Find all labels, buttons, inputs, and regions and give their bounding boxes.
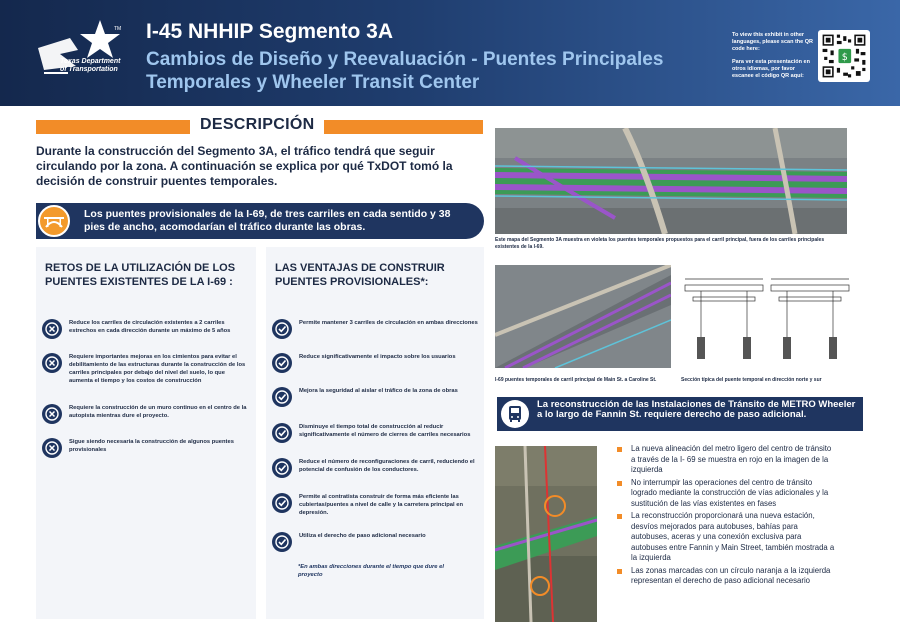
advantages-panel <box>266 247 484 619</box>
check-circle-icon <box>272 423 292 443</box>
advantage-text: Permite al contratista construir de forma más eficiente las cubiertas/puentes a nivel de calle y la carretera principal en depresión. <box>299 494 463 516</box>
qr-code[interactable] <box>818 30 870 82</box>
advantage-text: Reduce significativamente el impacto sobre los usuarios <box>299 354 456 360</box>
challenge-text: Reduce los carriles de circulación existentes a 2 carriles estrechos en cada dirección durante un máximo de 5 años <box>69 320 231 334</box>
list-item: La reconstrucción proporcionará una nueva estación, desvíos mejorados para autobuses, bahías para autobuses, aceras y una conexión exclusiva para autobuses entre Fannin y Main Street, también mostrada a la izquierda <box>614 511 836 564</box>
qr-code-icon <box>821 33 867 79</box>
temporary-bridges-image <box>495 265 671 368</box>
x-circle-icon <box>42 319 62 339</box>
advantages-title: LAS VENTAJAS DE CONSTRUIR PUENTES PROVISIONALES*: <box>275 262 445 288</box>
segment-3a-map <box>495 128 847 234</box>
check-circle-icon <box>272 532 292 552</box>
transit-banner <box>497 397 863 431</box>
page-subtitle: Cambios de Diseño y Reevaluación - Puentes Principales Temporales y Wheeler Transit Center <box>146 49 664 93</box>
page-title: I-45 NHHIP Segmento 3A <box>146 20 394 43</box>
qr-note-es: Para ver esta presentación en otros idiomas, por favor escanee el código QR aquí: <box>732 59 810 79</box>
challenge-text: Requiere la construcción de un muro continuo en el centro de la autopista mientras dure el proyecto. <box>69 405 247 419</box>
bridges-caption: I-69 puentes temporales de carril principal de Main St. a Caroline St. <box>495 377 657 383</box>
advantage-text: Mejora la seguridad al aislar el tráfico de la zona de obras <box>299 388 458 394</box>
advantages-footnote: *En ambas direcciones durante el tiempo que dure el proyecto <box>298 564 444 578</box>
trademark: TM <box>114 26 122 32</box>
wheeler-transit-map <box>495 446 597 622</box>
x-circle-icon <box>42 404 62 424</box>
advantage-text: Permite mantener 3 carriles de circulación en ambas direcciones <box>299 320 478 326</box>
header <box>0 0 900 106</box>
x-circle-icon <box>42 353 62 373</box>
qr-badge: $ <box>841 51 848 63</box>
advantage-text: Utiliza el derecho de paso adicional necesario <box>299 533 426 539</box>
bus-icon <box>501 400 529 428</box>
advantage-text: Reduce el número de reconfiguraciones de carril, reduciendo el potencial de confusión de los conductores. <box>299 459 475 473</box>
advantage-text: Disminuye el tiempo total de construcción al reducir significativamente el número de cierres de carriles necesarios <box>299 424 471 438</box>
section-caption: Sección típica del puente temporal en dirección norte y sur <box>681 377 822 383</box>
check-circle-icon <box>272 353 292 373</box>
typical-section-drawing <box>679 267 855 369</box>
list-item: Las zonas marcadas con un círculo naranja a la izquierda representan el derecho de paso adicional necesario <box>614 566 836 587</box>
logo-text: Texas Department of Transportation <box>60 58 121 73</box>
qr-note <box>732 32 814 80</box>
check-circle-icon <box>272 387 292 407</box>
x-circle-icon <box>42 438 62 458</box>
list-item: La nueva alineación del metro ligero del centro de tránsito a través de la I- 69 se muestra en rojo en la imagen de la izquierda <box>614 444 836 476</box>
check-circle-icon <box>272 319 292 339</box>
description-text: Durante la construcción del Segmento 3A, el tráfico tendrá que seguir circulando por la zona. A continuación se explica por qué TxDOT tomó la decisión de construir puentes temporales. <box>36 144 453 188</box>
transit-bullets <box>614 444 836 589</box>
bridge-icon <box>38 205 70 237</box>
challenge-text: Sigue siendo necesaria la construcción de algunos puentes provisionales <box>69 439 234 453</box>
check-circle-icon <box>272 458 292 478</box>
challenges-panel <box>36 247 256 619</box>
challenge-text: Requiere importantes mejoras en los cimientos para evitar el debilitamiento de las estructuras durante la construcción de los carriles principales por debajo del nivel del suelo, lo que aumenta el tiempo y los costos de construcción <box>69 354 246 384</box>
transit-banner-text: La reconstrucción de las Instalaciones de Tránsito de METRO Wheeler a lo largo de Fannin St. requiere derecho de paso adicional. <box>537 399 856 420</box>
map-caption: Este mapa del Segmento 3A muestra en violeta los puentes temporales propuestos para el carril principal, fuera de los carriles principales existentes de la I-69. <box>495 237 825 250</box>
bridge-banner-text: Los puentes provisionales de la I-69, de tres carriles en cada sentido y 38 pies de ancho, acomodarían el tráfico durante las obras. <box>84 208 451 233</box>
challenges-title: RETOS DE LA UTILIZACIÓN DE LOS PUENTES EXISTENTES DE LA I-69 : <box>45 262 236 288</box>
list-item: No interrumpir las operaciones del centro de tránsito logrado mediante la construcción de vías adicionales y la sustitución de las vías existentes en fases <box>614 478 836 510</box>
description-title: DESCRIPCIÓN <box>190 116 324 134</box>
qr-note-en: To view this exhibit in other languages, please scan the QR code here: <box>732 32 814 52</box>
check-circle-icon <box>272 493 292 513</box>
bridge-banner <box>36 203 484 239</box>
